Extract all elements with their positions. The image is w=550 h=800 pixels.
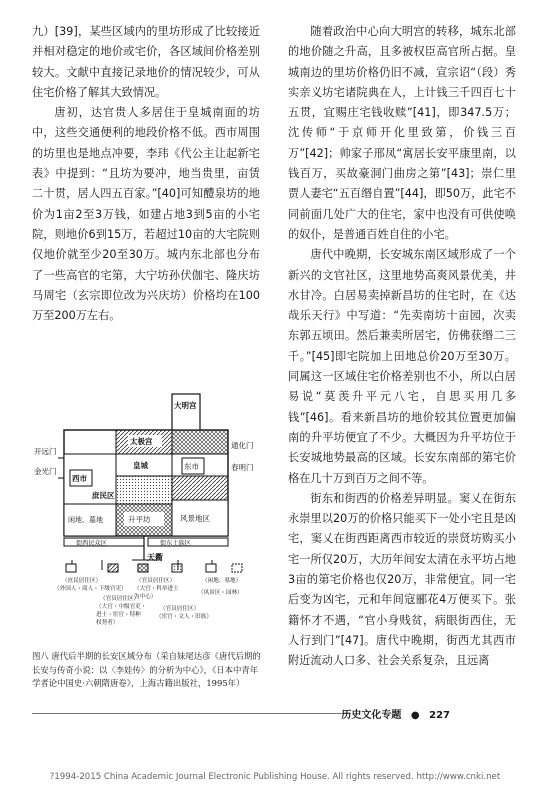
footer-bullet: ● (410, 710, 420, 721)
strip-west-label: 街西民众区 (76, 540, 107, 547)
label-xishi: 西市 (72, 474, 87, 483)
left-column (32, 22, 260, 326)
central-district (116, 476, 172, 504)
label-tianjie: 天衢 (147, 553, 163, 562)
legend-left-3-line-1: （大官・科举进士 (134, 586, 179, 592)
legend-left-3-line-2: 为中心） (134, 594, 157, 600)
legend-left-2-line-2: 进士・宦官・特种 (96, 612, 141, 618)
east-district-mid (172, 476, 228, 500)
gate-chunming: 春明门 (231, 463, 254, 472)
label-daming: 大明宫 (174, 401, 197, 410)
label-huangcheng: 皇城 (133, 461, 148, 470)
legend-left-3-heading: （官员居住区） (136, 578, 176, 584)
legend-left-2-line-1: （大官・中级官吏・ (96, 604, 147, 610)
figure-caption: 图八 唐代后半期的长安区域分布（采自妹尾达彦《唐代后期的长安与传奇小说：以〈李娃传〉的分析为中心》，《日本中青年学者论中国史·六朝隋唐卷》，上海古籍出版社，1995年） (32, 651, 261, 688)
page-number: 227 (429, 710, 450, 721)
label-taiji: 太极宫 (130, 437, 153, 446)
right-column (288, 22, 516, 672)
legend-left-1-heading: （庶民居住区） (62, 578, 102, 584)
legend-swatch-6 (232, 564, 242, 572)
left-paragraph-2: 唐初，达官贵人多居住于皇城南面的坊中，这些交通便利的地段价格不低。西市周围的坊里也是地点冲要，李玮《代公主让起新宅表》中提到：“且坊为要冲，地当贵里，亩赁二十贯，居人四五百家。”[40]可知醴泉坊的地价为1亩2至3万钱，如建占地3到5亩的小宅院，则地价6到15万，若超过10亩的大宅院则仅地价就至少20至30万。城内东北部也分布了一些高官的宅第，大宁坊孙伏伽宅、隆庆坊马周宅（玄宗即位改为兴庆坊）价格均在100万至200万左右。 (32, 106, 260, 323)
legend-swatch-2 (108, 564, 118, 572)
legend-right-1: （闲地、墓地） (202, 578, 242, 584)
changan-map-figure (32, 388, 260, 656)
right-paragraph-2: 唐代中晚期，长安城东南区域形成了一个新兴的文官社区，这里地势高爽风景优美，井水甘冷。白居易卖掉新昌坊的住宅时，在《达哉乐天行》中写道：“先卖南坊十亩园，次卖东郭五顷田。然后兼卖所居宅，仿佛获缗二三千。”[45]即宅院加上田地总价20万至30万。同属这一区域住宅价格差别也不小，所以白居易说“莫羡升平元八宅，自思买用几多钱”[46]。看来新昌坊的地价较其位置更加偏南的升平坊便宜了不少。大概因为升平坊位于长安城地势最高的区域。长安东南部的第宅价格在几十万到百万之间不等。 (288, 248, 516, 485)
legend-left-4-heading: （官员居住区） (160, 606, 200, 612)
footer-title: 历史文化专题 (341, 710, 402, 721)
east-district-top (172, 430, 228, 454)
right-paragraph-1: 随着政治中心向大明宫的转移，城东北部的地价随之升高，且多被权臣高官所占据。皇城南边的里坊价格仍旧不减，宣宗诏“（段）秀实亲义坊宅诸院典在人，上计钱三千四百七十五贯，宜赐庄宅钱收赎”[41]，即347.5万；沈传师“于京师开化里致第，价钱三百万”[42]；帅家子邢凤“寓居长安平康里南，以钱百万，买故豪洞门曲房之第”[43]；崇仁里贾人妻宅“五百缗自置”[44]，即50万，此宅不同前面几处广大的住宅，家中也没有可供使唤的奴仆，是普通百姓自住的小宅。 (288, 25, 516, 241)
label-xianju: 闲地、墓地 (68, 516, 103, 524)
legend-left-1-line: （外国人・商人・下级官吏） (54, 586, 127, 592)
left-paragraph-1: 九）[39]，某些区域内的里坊形成了比较接近并相对稳定的地价或宅价，各区域间价格差别较大。文献中直接记录地价的情况较少，可从住宅价格了解其大致情况。 (32, 25, 260, 99)
legend-left-4-line: （宦官・文人・旧族） (156, 614, 212, 620)
label-shumin: 庶民区 (92, 491, 115, 500)
legend-swatch-3 (138, 564, 148, 572)
footer-rule (32, 713, 350, 714)
daming-palace-block (172, 394, 200, 430)
legend-swatch-1 (66, 564, 76, 572)
legend-swatch-5 (206, 564, 216, 572)
gate-tonghua: 通化门 (231, 441, 254, 450)
copyright-line: ?1994-2015 China Academic Journal Electronic Publishing House. All rights reserved. http://www.cnki.net (49, 772, 501, 782)
legend-left-2-heading: （官员居住区） (100, 596, 140, 602)
label-fengjing: 风景地区 (180, 514, 210, 523)
legend-right-2: （风景区・园林） (198, 590, 243, 596)
legend-swatch-4 (172, 564, 182, 572)
right-paragraph-3: 街东和街西的价格差异明显。窦乂在街东永崇里以20万的价格只能买下一处小宅且是凶宅，窦乂在街西距离西市较近的崇贤坊购买小宅一所仅20万，大历年间安太清在永平坊占地3亩的第宅价格也仅20万，非常便宜。同一宅后变为凶宅，元和年间寇郦花4万便买下。张籍怀才不遇，“官小身贱贫，病眼街西住，无人行到门”[47]。唐代中晚期，街西尤其西市附近流动人口多、社会关系复杂，且远离 (288, 491, 516, 668)
label-shengping: 升平坊 (128, 515, 151, 524)
page-footer (341, 706, 450, 721)
gate-kaiyuan: 开远门 (34, 447, 57, 456)
label-dongshi: 东市 (184, 462, 199, 471)
strip-east-label: 街东士族区 (160, 540, 191, 547)
legend-left-2-line-3: 权势者） (96, 620, 119, 626)
gate-jinguang: 金光门 (34, 467, 57, 476)
